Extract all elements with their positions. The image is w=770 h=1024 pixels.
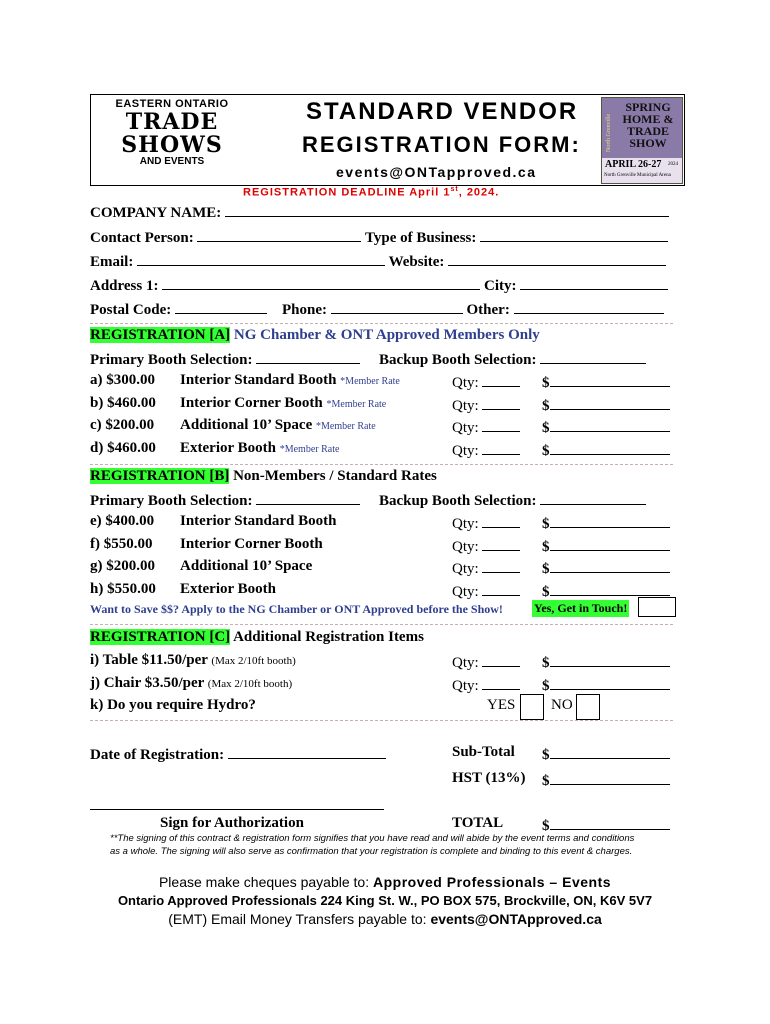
item-price: $400.00 xyxy=(105,513,155,529)
item-qty xyxy=(452,372,520,392)
item-name: Interior Standard Booth xyxy=(180,513,337,529)
item-qty xyxy=(452,581,520,601)
booth-item-name-row xyxy=(180,536,323,553)
booth-item xyxy=(90,417,154,434)
item-code: c) xyxy=(90,417,102,433)
item-code: b) xyxy=(90,394,104,411)
poster-date: APRIL 26-27 xyxy=(605,159,662,170)
subtotal-input[interactable] xyxy=(550,744,670,759)
cheque-prefix: Please make cheques payable to: xyxy=(158,874,373,890)
logo-line1: EASTERN ONTARIO xyxy=(115,98,229,110)
postal-row xyxy=(90,299,664,319)
item-qty xyxy=(452,513,520,533)
item-qty-input[interactable] xyxy=(482,581,520,596)
item-amount xyxy=(542,372,670,392)
item-note: *Member Rate xyxy=(326,398,387,410)
business-input[interactable] xyxy=(480,227,668,242)
booth-item xyxy=(90,558,155,575)
booth-item xyxy=(90,581,156,598)
signature-line[interactable] xyxy=(90,809,384,810)
poster-side-text: North Grenville xyxy=(606,113,612,152)
item-qty xyxy=(452,417,520,437)
qty-label: Qty: xyxy=(452,678,479,694)
section-c-title: Additional Registration Items xyxy=(233,629,424,645)
deadline-year: , 2024. xyxy=(458,186,500,199)
dollar-sign: $ xyxy=(542,678,550,694)
city-input[interactable] xyxy=(520,275,668,290)
booth-item xyxy=(90,372,155,389)
footer-address: Ontario Approved Professionals 224 King St. W., PO BOX 575, Brockville, ON, K6V 5V7 xyxy=(117,893,653,908)
divider xyxy=(90,323,673,324)
booth-item-name-row xyxy=(180,558,312,575)
item-note: *Member Rate xyxy=(279,443,340,455)
table-qty xyxy=(452,652,520,672)
booth-item-name-row xyxy=(180,440,339,457)
item-qty-input[interactable] xyxy=(482,536,520,551)
emt-prefix: (EMT) Email Money Transfers payable to: xyxy=(168,911,431,927)
hydro-row xyxy=(90,697,256,714)
item-note: *Member Rate xyxy=(316,421,376,432)
item-amount-input[interactable] xyxy=(550,372,670,387)
qty-label: Qty: xyxy=(452,442,479,459)
item-name: Interior Corner Booth xyxy=(180,394,323,411)
backup-booth-label: Backup Booth Selection: xyxy=(378,352,537,368)
poster-line4: SHOW xyxy=(629,136,667,150)
address-label: Address 1: xyxy=(90,278,159,294)
dollar-sign: $ xyxy=(542,747,550,763)
hst-amount xyxy=(542,770,670,790)
item-amount xyxy=(542,513,670,533)
postal-input[interactable] xyxy=(175,299,267,314)
chair-label: j) Chair $3.50/per xyxy=(90,675,205,691)
booth-item-name-row xyxy=(180,417,376,434)
dollar-sign: $ xyxy=(542,538,550,555)
item-note: *Member Rate xyxy=(340,376,400,387)
cheque-name: Approved Professionals – Events xyxy=(373,874,612,890)
subtotal-label: Sub-Total xyxy=(452,744,515,760)
item-amount xyxy=(542,536,670,556)
phone-input[interactable] xyxy=(331,299,463,314)
item-code: a) xyxy=(90,372,103,388)
poster-line1: SPRING xyxy=(625,100,671,114)
table-amount-input[interactable] xyxy=(550,652,670,667)
poster-year: 2024 xyxy=(668,162,678,167)
primary-booth-input-b[interactable] xyxy=(256,490,360,505)
section-b-heading xyxy=(90,468,437,485)
item-amount-input[interactable] xyxy=(550,536,670,551)
qty-label: Qty: xyxy=(452,583,479,600)
item-price: $460.00 xyxy=(107,439,156,456)
booth-item xyxy=(90,513,154,530)
poster-venue: North Grenville Municipal Arena xyxy=(604,173,671,178)
section-b-selection xyxy=(90,490,646,510)
chair-note: (Max 2/10ft booth) xyxy=(207,678,293,690)
section-a-title: NG Chamber & ONT Approved Members Only xyxy=(233,327,540,343)
item-code: d) xyxy=(90,439,104,456)
booth-item-name-row xyxy=(180,581,276,598)
item-qty xyxy=(452,558,520,578)
booth-item xyxy=(90,440,156,457)
section-a-heading xyxy=(90,327,540,344)
qty-label: Qty: xyxy=(452,397,479,414)
logo-line4: AND EVENTS xyxy=(139,156,205,167)
logo-line2: TRADE xyxy=(125,109,219,135)
qty-label: Qty: xyxy=(452,375,479,391)
dollar-sign: $ xyxy=(542,773,550,789)
poster-date-band xyxy=(602,158,682,183)
header-email: events@ONTapproved.ca xyxy=(336,164,537,180)
item-qty xyxy=(452,440,520,460)
item-name: Exterior Booth xyxy=(180,580,276,597)
dollar-sign: $ xyxy=(542,561,550,577)
poster-line2: HOME & xyxy=(622,112,674,126)
dollar-sign: $ xyxy=(542,516,550,532)
dollar-sign: $ xyxy=(542,397,550,414)
sign-label: Sign for Authorization xyxy=(160,815,304,831)
item-name: Interior Standard Booth xyxy=(180,372,337,388)
table-label: i) Table $11.50/per xyxy=(90,652,208,668)
item-amount xyxy=(542,440,670,460)
item-qty-input[interactable] xyxy=(482,440,520,455)
item-price: $200.00 xyxy=(106,558,155,574)
primary-booth-input-a[interactable] xyxy=(256,349,360,364)
website-input[interactable] xyxy=(448,251,666,266)
section-c-heading xyxy=(90,629,424,646)
hydro-no-checkbox[interactable] xyxy=(576,694,600,720)
section-c-tag: REGISTRATION [C] xyxy=(90,629,231,645)
booth-item-name-row xyxy=(180,395,386,412)
trade-shows-logo xyxy=(112,98,232,178)
date-label: Date of Registration: xyxy=(90,747,225,763)
backup-booth-input-a[interactable] xyxy=(540,349,646,364)
backup-booth-input-b[interactable] xyxy=(540,490,646,505)
item-qty-input[interactable] xyxy=(482,558,520,573)
item-name: Additional 10’ Space xyxy=(180,558,313,574)
item-qty-input[interactable] xyxy=(482,513,520,528)
hydro-yes-checkbox[interactable] xyxy=(520,694,544,720)
qty-label: Qty: xyxy=(452,420,479,436)
item-amount-input[interactable] xyxy=(550,440,670,455)
get-in-touch-label: Yes, Get in Touch! xyxy=(534,601,628,615)
section-a-tag: REGISTRATION [A] xyxy=(90,327,231,343)
item-price: $200.00 xyxy=(105,417,155,433)
poster-title xyxy=(616,101,680,149)
section-a-selection xyxy=(90,349,646,369)
hst-input[interactable] xyxy=(550,770,670,785)
logo-line3: SHOWS xyxy=(121,132,223,158)
item-name: Exterior Booth xyxy=(180,439,276,456)
chair-amount-input[interactable] xyxy=(550,675,670,690)
item-qty-input[interactable] xyxy=(482,417,520,432)
registration-deadline xyxy=(243,186,499,199)
item-amount-input[interactable] xyxy=(550,417,670,432)
cheque-line xyxy=(0,874,770,890)
get-in-touch-checkbox[interactable] xyxy=(638,597,676,617)
other-label: Other: xyxy=(466,302,510,318)
item-qty-input[interactable] xyxy=(482,395,520,410)
hydro-yes-label: YES xyxy=(487,697,516,713)
contact-label: Contact Person: xyxy=(90,230,194,246)
disclaimer xyxy=(110,832,634,858)
chair-qty xyxy=(452,675,520,695)
subtotal-amount xyxy=(542,744,670,764)
contact-row xyxy=(90,227,668,247)
deadline-sup: st xyxy=(450,186,459,193)
item-amount xyxy=(542,417,670,437)
item-price: $550.00 xyxy=(103,535,153,552)
item-code: e) xyxy=(90,513,102,529)
hst-label: HST (13%) xyxy=(452,770,526,786)
disclaimer-line1: **The signing of this contract & registration form signifies that you have read and will abide by the event terms and conditions xyxy=(110,833,635,844)
dollar-sign: $ xyxy=(542,655,550,671)
item-amount xyxy=(542,395,670,415)
website-label: Website: xyxy=(388,254,445,270)
chair-amount xyxy=(542,675,670,695)
company-label: COMPANY NAME: xyxy=(90,205,222,221)
item-price: $550.00 xyxy=(107,580,156,597)
item-qty xyxy=(452,536,520,556)
booth-item-name-row xyxy=(180,513,336,530)
company-input[interactable] xyxy=(225,202,669,217)
item-amount xyxy=(542,558,670,578)
item-name: Interior Corner Booth xyxy=(180,535,323,552)
qty-label: Qty: xyxy=(452,561,479,577)
section-b-tag: REGISTRATION [B] xyxy=(90,468,230,484)
dollar-sign: $ xyxy=(542,442,550,459)
postal-label: Postal Code: xyxy=(90,302,172,318)
qty-label: Qty: xyxy=(452,538,479,555)
table-note: (Max 2/10ft booth) xyxy=(211,655,296,667)
dollar-sign: $ xyxy=(542,818,550,834)
item-code: g) xyxy=(90,558,103,574)
total-input[interactable] xyxy=(550,815,670,830)
table-row xyxy=(90,652,296,669)
item-code: f) xyxy=(90,535,100,552)
item-amount-input[interactable] xyxy=(550,558,670,573)
emt-line xyxy=(0,911,770,927)
phone-label: Phone: xyxy=(282,302,327,318)
backup-booth-label: Backup Booth Selection: xyxy=(378,493,537,509)
item-price: $460.00 xyxy=(107,394,156,411)
date-row xyxy=(90,744,386,764)
booth-item xyxy=(90,536,153,553)
item-price: $300.00 xyxy=(106,372,155,388)
other-input[interactable] xyxy=(514,299,664,314)
business-label: Type of Business: xyxy=(364,230,477,246)
save-text: Want to Save $$? Apply to the NG Chamber or ONT Approved before the Show! xyxy=(90,602,503,616)
primary-booth-label: Primary Booth Selection: xyxy=(90,352,253,368)
item-name: Additional 10’ Space xyxy=(180,417,313,433)
table-qty-input[interactable] xyxy=(482,652,520,667)
divider xyxy=(90,720,673,721)
qty-label: Qty: xyxy=(452,516,479,532)
divider xyxy=(90,464,673,465)
form-title-line2: REGISTRATION FORM: xyxy=(302,132,581,157)
chair-row xyxy=(90,675,292,692)
item-amount-input[interactable] xyxy=(550,395,670,410)
item-amount-input[interactable] xyxy=(550,513,670,528)
dollar-sign: $ xyxy=(542,420,550,436)
item-code: h) xyxy=(90,580,104,597)
address-input[interactable] xyxy=(162,275,480,290)
divider xyxy=(90,624,673,625)
chair-qty-input[interactable] xyxy=(482,675,520,690)
hydro-no-label: NO xyxy=(551,697,573,713)
email-row xyxy=(90,251,666,271)
city-label: City: xyxy=(483,278,517,294)
booth-item-name-row xyxy=(180,372,400,389)
show-poster xyxy=(601,97,683,184)
primary-booth-label: Primary Booth Selection: xyxy=(90,493,253,509)
company-row xyxy=(90,202,669,222)
section-b-title: Non-Members / Standard Rates xyxy=(233,468,437,484)
deadline-text: REGISTRATION DEADLINE April 1 xyxy=(243,186,451,199)
item-qty xyxy=(452,395,520,415)
table-amount xyxy=(542,652,670,672)
qty-label: Qty: xyxy=(452,655,479,671)
address-row xyxy=(90,275,668,295)
form-title-line1: STANDARD VENDOR xyxy=(306,98,579,125)
poster-line3: TRADE xyxy=(626,124,669,138)
dollar-sign: $ xyxy=(542,375,550,391)
booth-item xyxy=(90,395,156,412)
contact-input[interactable] xyxy=(197,227,361,242)
email-input[interactable] xyxy=(137,251,385,266)
item-amount-input[interactable] xyxy=(550,581,670,596)
email-label: Email: xyxy=(90,254,134,270)
hydro-label: k) Do you require Hydro? xyxy=(90,697,256,713)
item-qty-input[interactable] xyxy=(482,372,520,387)
total-label: TOTAL xyxy=(452,815,504,831)
dollar-sign: $ xyxy=(542,583,550,600)
disclaimer-line2: as a whole. The signing will also serve as confirmation that your registration is complete and binding to this event & charges. xyxy=(110,846,633,857)
emt-email: events@ONTApproved.ca xyxy=(430,911,602,927)
date-input[interactable] xyxy=(228,744,386,759)
